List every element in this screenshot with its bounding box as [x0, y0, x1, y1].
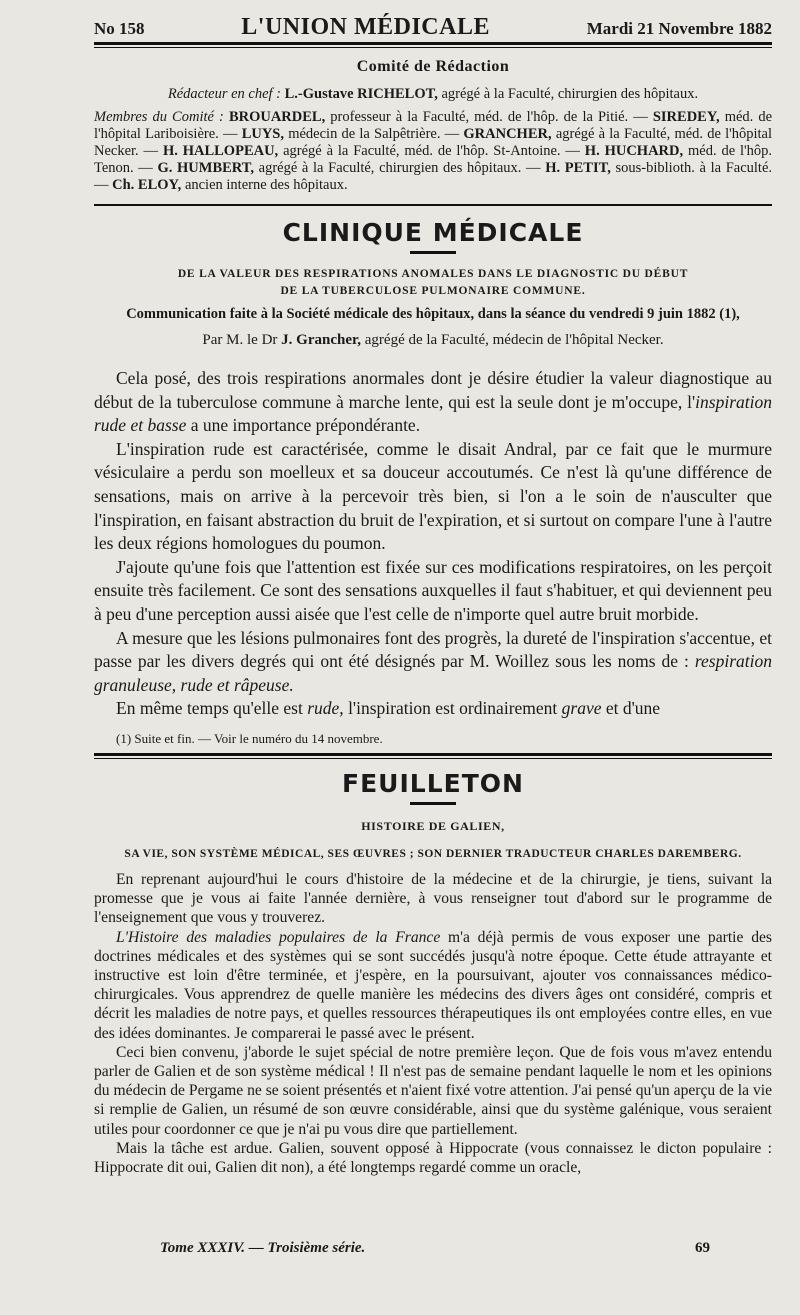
journal-title: L'UNION MÉDICALE: [241, 14, 490, 40]
member-name: H. HUCHARD,: [584, 143, 684, 159]
text: Cela posé, des trois respirations anormales dont je désire étudier la valeur diagnostique au début de la tuberculose commune à marche lente, qui est la seule dont je m'occupe, l': [94, 368, 772, 412]
paragraph: [94, 367, 772, 438]
italic-text: respiration granuleuse, rude et râpeuse.: [94, 651, 772, 695]
member-desc: agrégé à la Faculté, méd. de l'hôp. St-Antoine. —: [283, 143, 580, 159]
author-affiliation: agrégé de la Faculté, médecin de l'hôpital Necker.: [364, 332, 664, 348]
paragraph: [94, 697, 772, 721]
member-desc: sous-biblioth. à la Faculté. —: [94, 160, 773, 193]
tome-label: Tome XXXIV. — Troisième série.: [160, 1240, 366, 1256]
paragraph: Mais la tâche est ardue. Galien, souvent opposé à Hippocrate (vous connaissez le dicton populaire : Hippocrate dit oui, Galien dit non), a été longtemps regardé comme un oracle,: [94, 1139, 772, 1176]
member-desc: ancien interne des hôpitaux.: [184, 177, 348, 193]
communication-line: Communication faite à la Société médicale des hôpitaux, dans la séance du vendredi 9 juin 1882 (1),: [126, 306, 740, 322]
title-dash: [410, 251, 456, 254]
text: A mesure que les lésions pulmonaires font des progrès, la dureté de l'inspiration s'accentue, et passe par les divers degrés qui ont été désignés par M. Woillez sous les noms de :: [94, 627, 772, 672]
clinique-section-title: CLINIQUE MÉDICALE: [282, 218, 584, 247]
member-desc: médecin de la Salpêtrière. —: [288, 126, 460, 142]
text: a une importance prépondérante.: [186, 415, 421, 436]
paragraph: Ceci bien convenu, j'aborde le sujet spécial de notre première leçon. Que de fois vous m'avez entendu parler de Galien et de son système médical ! Il n'est pas de semaine pendant laquelle le nom et les opinions du médecin de Pergame ne se soient présentés et n'aient fixé votre attention. J'ai pensé qu'un aperçu de la vie si remplie de Galien, un résumé de son œuvre considérable, ainsi que du système galénique, vous seraient utiles pour coordonner ce que je n'ai pu vous dire que partiellement.: [94, 1043, 772, 1138]
text: m'a déjà permis de vous exposer une partie des doctrines médicales et des systèmes qui se sont succédés jusqu'à notre époque. Cette étude attrayante et instructive est loin d'être terminée, et j'espère, en la poursuivant, ajouter vos connaissances médico-chirurgicales. Vous apprendrez de quelle manière les médecins des divers âges ont considéré, compris et décrit les maladies de notre pays, et quelles ressources thérapeutiques ils ont employées contre elles, en vue des idées dominantes. Je comparerai le passé avec le présent.: [94, 928, 772, 1042]
member-desc: méd. de l'hôpital Lariboisière. —: [94, 109, 773, 142]
issue-date: Mardi 21 Novembre 1882: [586, 19, 772, 38]
feuilleton-rule: [94, 753, 772, 759]
italic-text: inspiration rude et basse: [94, 391, 772, 436]
paragraph: J'ajoute qu'une fois que l'attention est fixée sur ces modifications respiratoires, on les perçoit ensuite très facilement. Ce sont des sensations auxquelles il faut s'habituer, et qui deviennent peu à peu d'une perception aussi aisée que l'est celle de n'importe quel autre bruit morbide.: [94, 556, 772, 624]
member-desc: professeur à la Faculté, méd. de l'hôp. de la Pitié. —: [330, 109, 648, 125]
feuilleton-title: HISTOIRE DE GALIEN,: [361, 818, 505, 833]
membres-list: [94, 109, 772, 194]
title-dash: [410, 802, 456, 805]
paragraph: [94, 627, 772, 698]
redacteur-line: [94, 86, 772, 103]
page-footer: [160, 1240, 710, 1257]
feuilleton-section-title: FEUILLETON: [342, 768, 524, 798]
paragraph: En reprenant aujourd'hui le cours d'histoire de la médecine et de la chirurgie, je tiens, suivant la promesse que je vous ai faite l'année dernière, à vous renseigner tout d'abord sur le programme de l'enseignement que vous y trouverez.: [94, 870, 772, 927]
author-line: [94, 332, 772, 349]
italic-text: grave: [561, 698, 602, 719]
member-desc: agrégé à la Faculté, méd. de l'hôpital Necker. —: [94, 126, 773, 159]
member-name: H. HALLOPEAU,: [162, 143, 279, 159]
text: l'inspiration est ordinairement: [343, 698, 562, 719]
member-name: GRANCHER,: [463, 126, 552, 142]
redacteur-desc: agrégé à la Faculté, chirurgien des hôpitaux.: [441, 86, 699, 102]
masthead: [94, 0, 772, 40]
redacteur-label: Rédacteur en chef :: [167, 86, 282, 102]
text: En même temps qu'elle est: [116, 698, 308, 719]
issue-number: No 158: [94, 19, 145, 38]
page-number: 69: [695, 1240, 710, 1256]
article-title-line1: DE LA VALEUR DES RESPIRATIONS ANOMALES DANS LE DIAGNOSTIC DU DÉBUT: [177, 268, 689, 280]
paragraph: [94, 928, 772, 1043]
author-name: J. Grancher,: [281, 332, 362, 348]
member-name: SIREDEY,: [652, 109, 720, 125]
member-name: Ch. ELOY,: [112, 177, 182, 193]
section-rule: [94, 204, 772, 206]
membres-label: Membres du Comité :: [94, 109, 224, 125]
masthead-rule-thin: [94, 47, 772, 48]
article-title: [94, 266, 772, 300]
comite-title: Comité de Rédaction: [356, 58, 510, 75]
redacteur-name: L.-Gustave RICHELOT,: [284, 86, 438, 102]
feuilleton-body: [94, 870, 772, 1177]
member-desc: méd. de l'hôp. Tenon. —: [94, 143, 773, 176]
text: et d'une: [601, 698, 661, 719]
member-name: H. PETIT,: [545, 160, 611, 176]
member-name: BROUARDEL,: [228, 109, 326, 125]
member-name: LUYS,: [241, 126, 284, 142]
member-name: G. HUMBERT,: [157, 160, 254, 176]
member-desc: agrégé à la Faculté, chirurgien des hôpitaux. —: [258, 160, 541, 176]
footnote: (1) Suite et fin. — Voir le numéro du 14 novembre.: [116, 730, 383, 746]
author-prefix: Par M. le Dr: [202, 332, 278, 348]
paragraph: L'inspiration rude est caractérisée, comme le disait Andral, par ce fait que le murmure vésiculaire a perdu son moelleux et sa douceur accoutumés. Ce n'est là qu'une différence de sensations, mais on arrive à la percevoir très bien, si l'on a le soin de n'ausculter que l'inspiration, en faisant abstraction du bruit de l'expiration, et si surtout on compare l'une à l'autre les deux régions homologues du poumon.: [94, 438, 772, 554]
masthead-rule: [94, 42, 772, 45]
feuilleton-subtitle: SA VIE, SON SYSTÈME MÉDICAL, SES ŒUVRES ; SON DERNIER TRADUCTEUR CHARLES DAREMBERG.: [124, 847, 742, 860]
article-title-line2: DE LA TUBERCULOSE PULMONAIRE COMMUNE.: [280, 285, 586, 297]
clinique-body: [94, 367, 772, 721]
italic-text: L'Histoire des maladies populaires de la France: [116, 928, 441, 946]
italic-text: rude,: [307, 698, 344, 719]
